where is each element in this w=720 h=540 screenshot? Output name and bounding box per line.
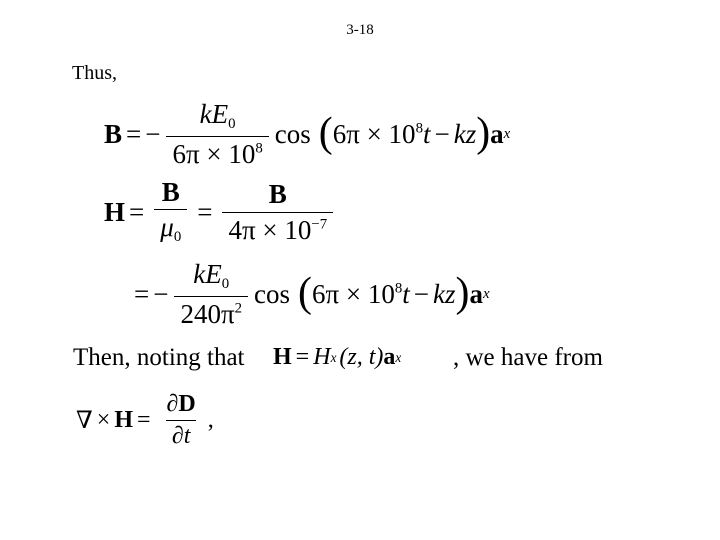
b-coefficient-fraction: $\frac{kE_0}{6\pi \times 10^8}$ — [166, 100, 268, 168]
page-number: 3-18 — [346, 22, 374, 38]
h-symbol: H — [104, 196, 126, 227]
cos-label: cos — [274, 118, 311, 149]
then-noting-text: Then, noting that — [73, 344, 245, 371]
unit-vector-ax: a — [490, 118, 504, 149]
cos-argument: $6\pi \times 10^8t$ − kz — [332, 118, 477, 149]
equation-h-field: H = $\frac{B}{\mu_0}$ = $\frac{B}{4\pi \times 10^{-7}}$ — [104, 178, 339, 246]
inline-h-equation: H = H x (z, t) a x — [273, 344, 402, 370]
we-have-from-text: , we have from — [453, 344, 603, 371]
partial-d-fraction: $\frac{\partial D}{\partial t}$ — [166, 391, 196, 450]
equation-h-result: = − $\frac{kE_0}{240\pi^2}$ cos ( $6\pi \times 10^8t$ − kz ) a x — [134, 259, 490, 329]
curl-equation: ∇ × H = $\frac{\partial D}{\partial t}$ , — [76, 391, 214, 450]
equation-b-field: B = − $\frac{kE_0}{6\pi \times 10^8}$ cos ( $6\pi \times 10^8t$ − kz ) a x — [104, 99, 511, 169]
intro-text: Thus, — [72, 62, 117, 84]
b-symbol: B — [104, 118, 123, 149]
h-result-fraction: $\frac{kE_0}{240\pi^2}$ — [174, 260, 248, 328]
h-fraction-numeric: $\frac{B}{4\pi \times 10^{-7}}$ — [222, 180, 333, 244]
h-fraction-mu: $\frac{B}{\mu_0}$ — [154, 178, 187, 246]
